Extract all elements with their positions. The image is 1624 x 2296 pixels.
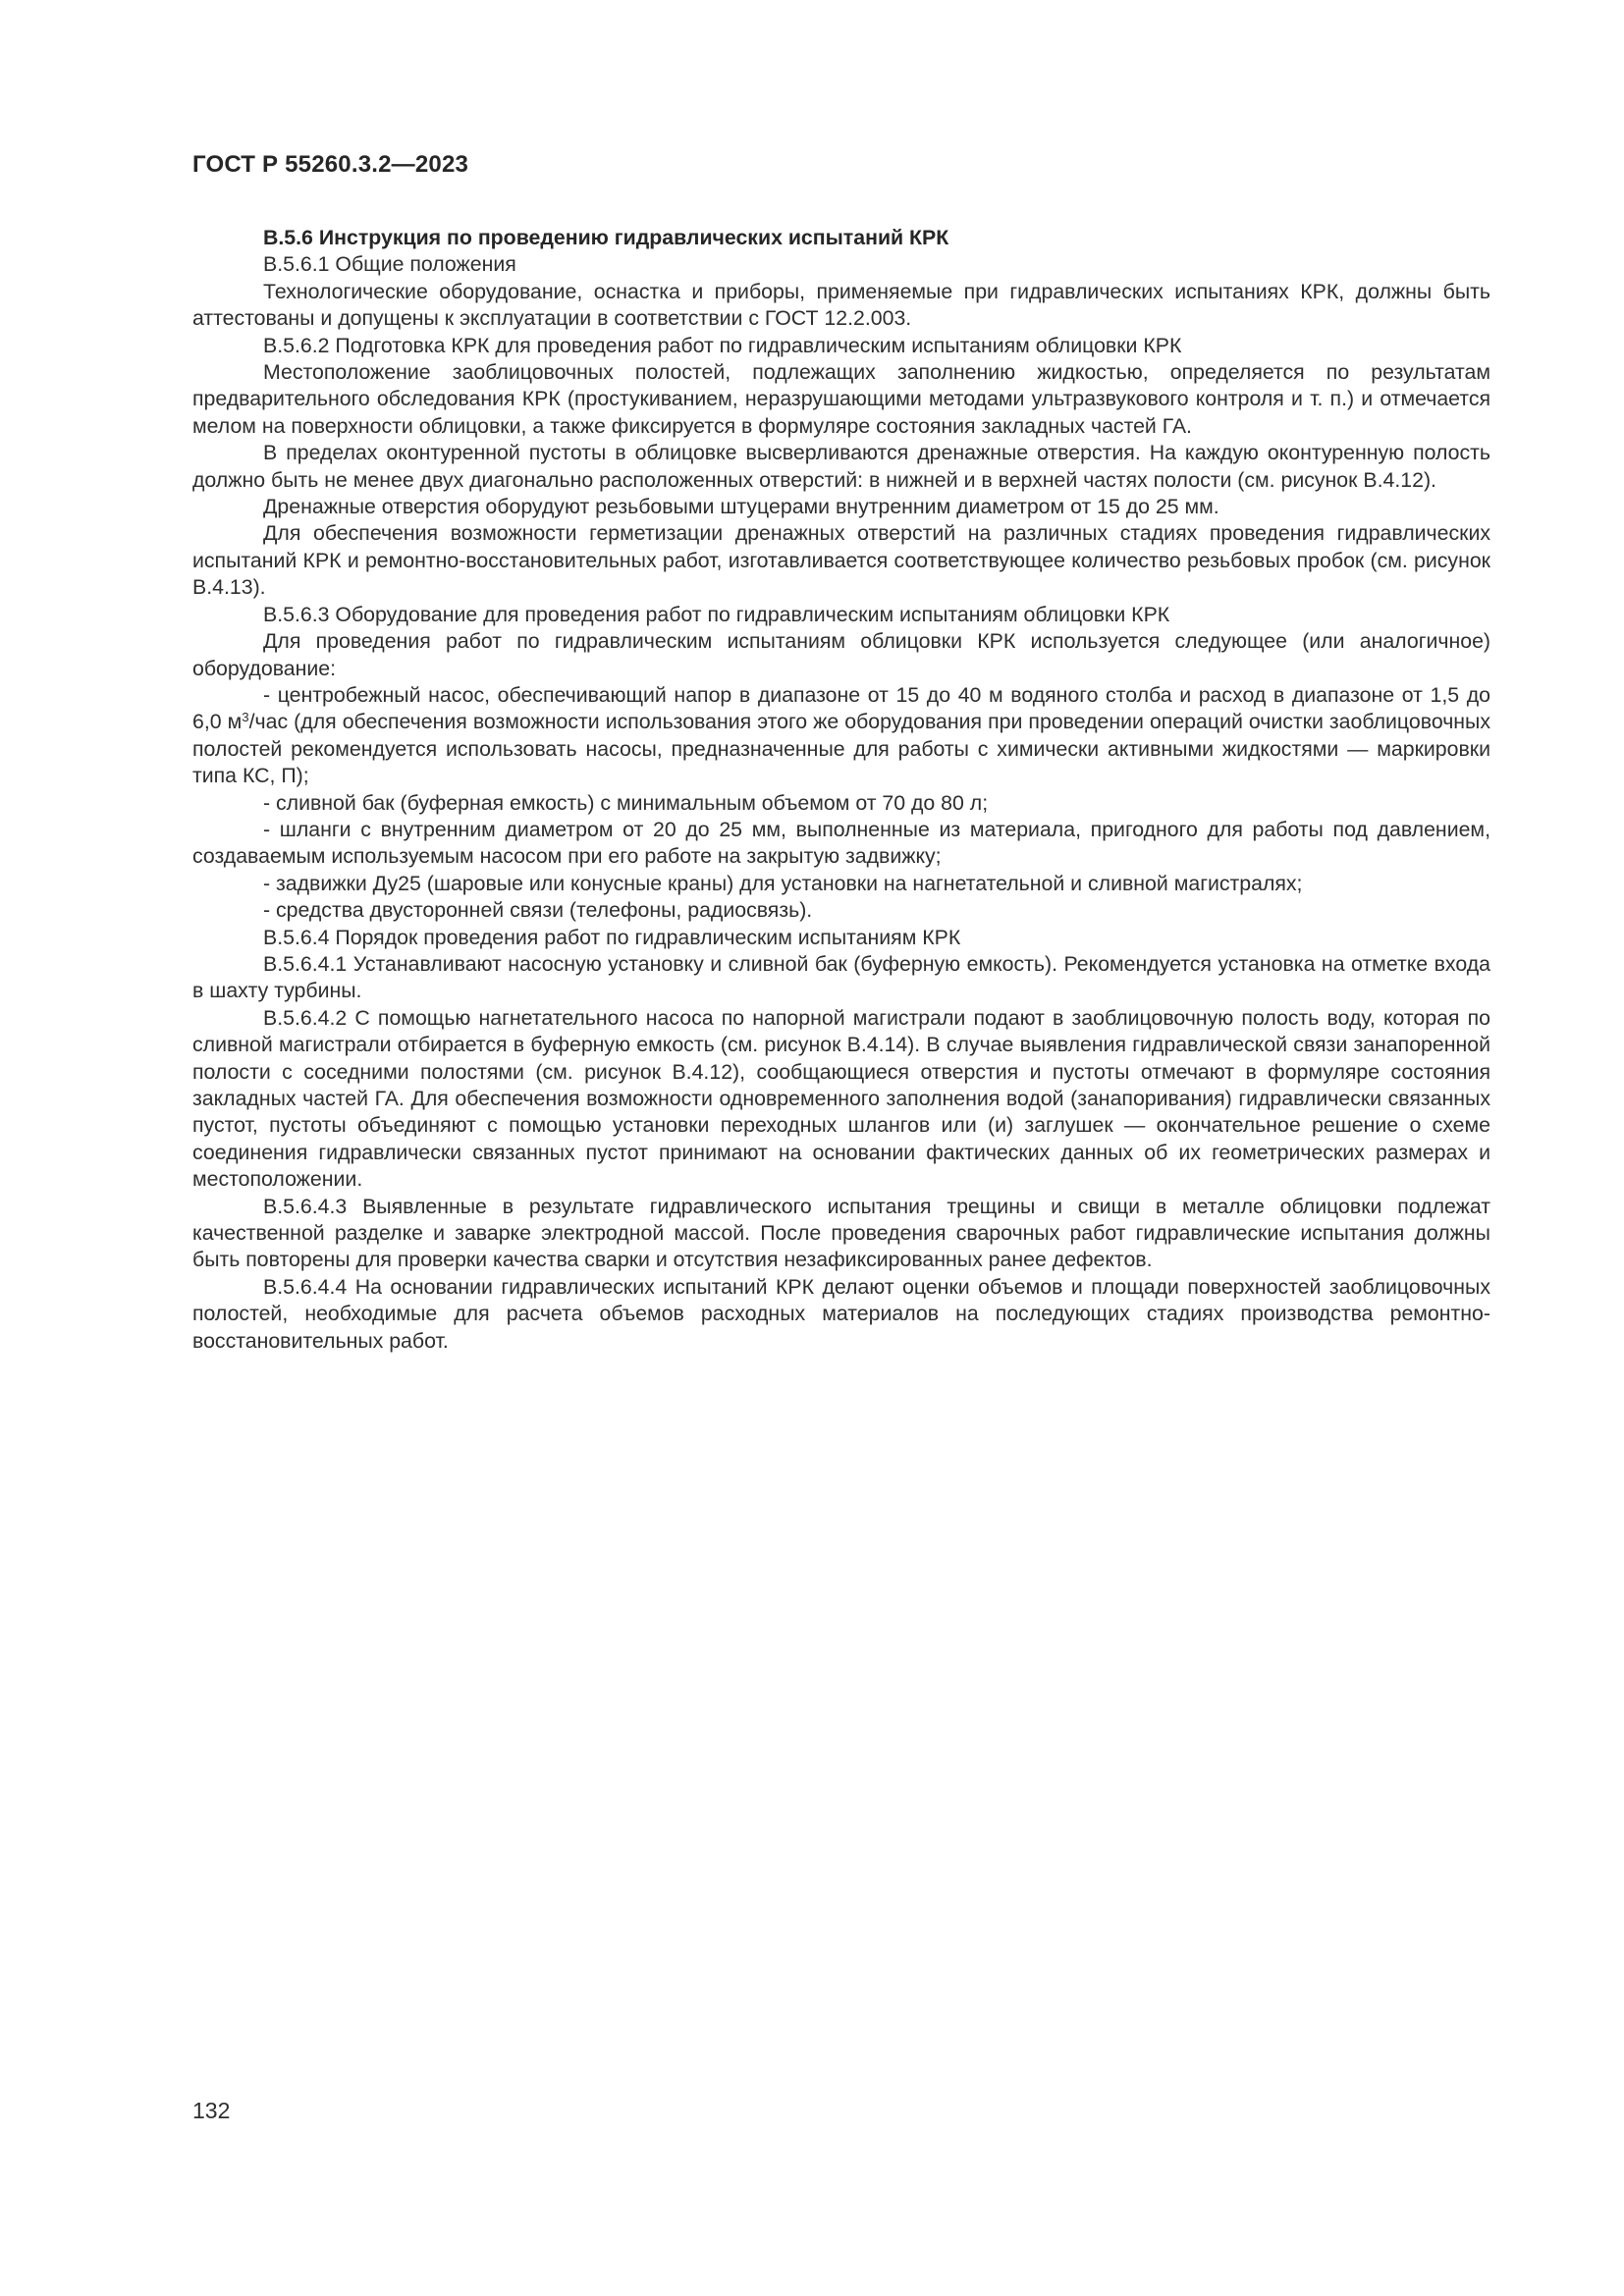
list-item: - сливной бак (буферная емкость) с минимальным объемом от 70 до 80 л; <box>263 790 989 815</box>
list-item-pump <box>192 682 1490 790</box>
paragraph: Технологические оборудование, оснастка и приборы, применяемые при гидравлических испытаниях КРК, должны быть аттестованы и допущены к эксплуатации в соответствии с ГОСТ 12.2.003. <box>192 279 1490 331</box>
list-item: - средства двусторонней связи (телефоны, радиосвязь). <box>263 898 813 923</box>
list-item: - шланги с внутренним диаметром от 20 до 25 мм, выполненные из материала, пригодного для работы под давлением, создаваемым используемым насосом при его работе на закрытую задвижку; <box>192 817 1490 869</box>
list-item: - задвижки Ду25 (шаровые или конусные краны) для установки на нагнетательной и сливной магистралях; <box>263 871 1303 895</box>
paragraph: В.5.6.4.2 С помощью нагнетательного насоса по напорной магистрали подают в заоблицовочную полость воду, которая по сливной магистрали отбирается в буферную емкость (см. рисунок В.4.14). В случае выявления гидравлической связи занапоренной полости с соседними полостями (см. рисунок В.4.12), сообщающиеся отверстия и пустоты отмечают в формуляре состояния закладных частей ГА. Для обеспечения возможности одновременного заполнения водой (занапоривания) гидравлически связанных пустот, пустоты объединяют с помощью установки переходных шлангов или (и) заглушек — окончательное решение о схеме соединения гидравлически связанных пустот принимают на основании фактических данных об их геометрических размерах и местоположении. <box>192 1005 1490 1192</box>
paragraph: Для обеспечения возможности герметизации дренажных отверстий на различных стадиях проведения гидравлических испытаний КРК и ремонтно-восстановительных работ, изготавливается соответствующее количество резьбовых пробок (см. рисунок В.4.13). <box>192 521 1490 600</box>
document-code-header: ГОСТ Р 55260.3.2—2023 <box>192 151 469 178</box>
paragraph: В.5.6.4.4 На основании гидравлических испытаний КРК делают оценки объемов и площади поверхностей заоблицовочных полостей, необходимые для расчета объемов расходных материалов на последующих стадиях производства ремонтно-восстановительных работ. <box>192 1274 1490 1353</box>
pump-text-start: - центробежный насос, обеспечивающий напор в диапазоне от 15 до 40 м водяного столба и расход в диапазоне от 1,5 до 6,0 м <box>192 682 1490 734</box>
paragraph: В.5.6.4.1 Устанавливают насосную установку и сливной бак (буферную емкость). Рекомендуется установка на отметке входа в шахту турбины. <box>192 951 1490 1003</box>
paragraph: Местоположение заоблицовочных полостей, подлежащих заполнению жидкостью, определяется по результатам предварительного обследования КРК (простукиванием, неразрушающими методами ультразвукового контроля и т. п.) и отмечается мелом на поверхности облицовки, а также фиксируется в формуляре состояния закладных частей ГА. <box>192 360 1490 438</box>
paragraph: Для проведения работ по гидравлическим испытаниям облицовки КРК используется следующее (или аналогичное) оборудование: <box>192 629 1490 680</box>
superscript-cubed: 3 <box>242 710 249 725</box>
paragraph: В пределах оконтуренной пустоты в облицовке высверливаются дренажные отверстия. На каждую оконтуренную полость должно быть не менее двух диагонально расположенных отверстий: в нижней и в верхней частях полости (см. рисунок В.4.12). <box>192 441 1490 492</box>
paragraph: Дренажные отверстия оборудуют резьбовыми штуцерами внутренним диаметром от 15 до 25 мм. <box>263 495 1219 519</box>
subsection-heading: В.5.6.2 Подготовка КРК для проведения работ по гидравлическим испытаниям облицовки КРК <box>263 333 1182 357</box>
paragraph: В.5.6.4.3 Выявленные в результате гидравлического испытания трещины и свищи в металле облицовки подлежат качественной разделке и заварке электродной массой. После проведения сварочных работ гидравлические испытания должны быть повторены для проверки качества сварки и отсутствия незафиксированных ранее дефектов. <box>192 1194 1490 1272</box>
pump-text-end: /час (для обеспечения возможности использования этого же оборудования при проведении операций очистки заоблицовочных полостей рекомендуется использовать насосы, предназначенные для работы с химически активными жидкостями — маркировки типа КС, П); <box>192 710 1491 788</box>
section-heading: В.5.6 Инструкция по проведению гидравлических испытаний КРК <box>263 226 949 249</box>
document-body <box>192 225 1490 1355</box>
subsection-heading: В.5.6.4 Порядок проведения работ по гидравлическим испытаниям КРК <box>263 925 961 949</box>
page-number: 132 <box>192 2098 231 2123</box>
subsection-heading: В.5.6.3 Оборудование для проведения работ по гидравлическим испытаниям облицовки КРК <box>263 602 1170 626</box>
subsection-heading: В.5.6.1 Общие положения <box>263 252 516 277</box>
